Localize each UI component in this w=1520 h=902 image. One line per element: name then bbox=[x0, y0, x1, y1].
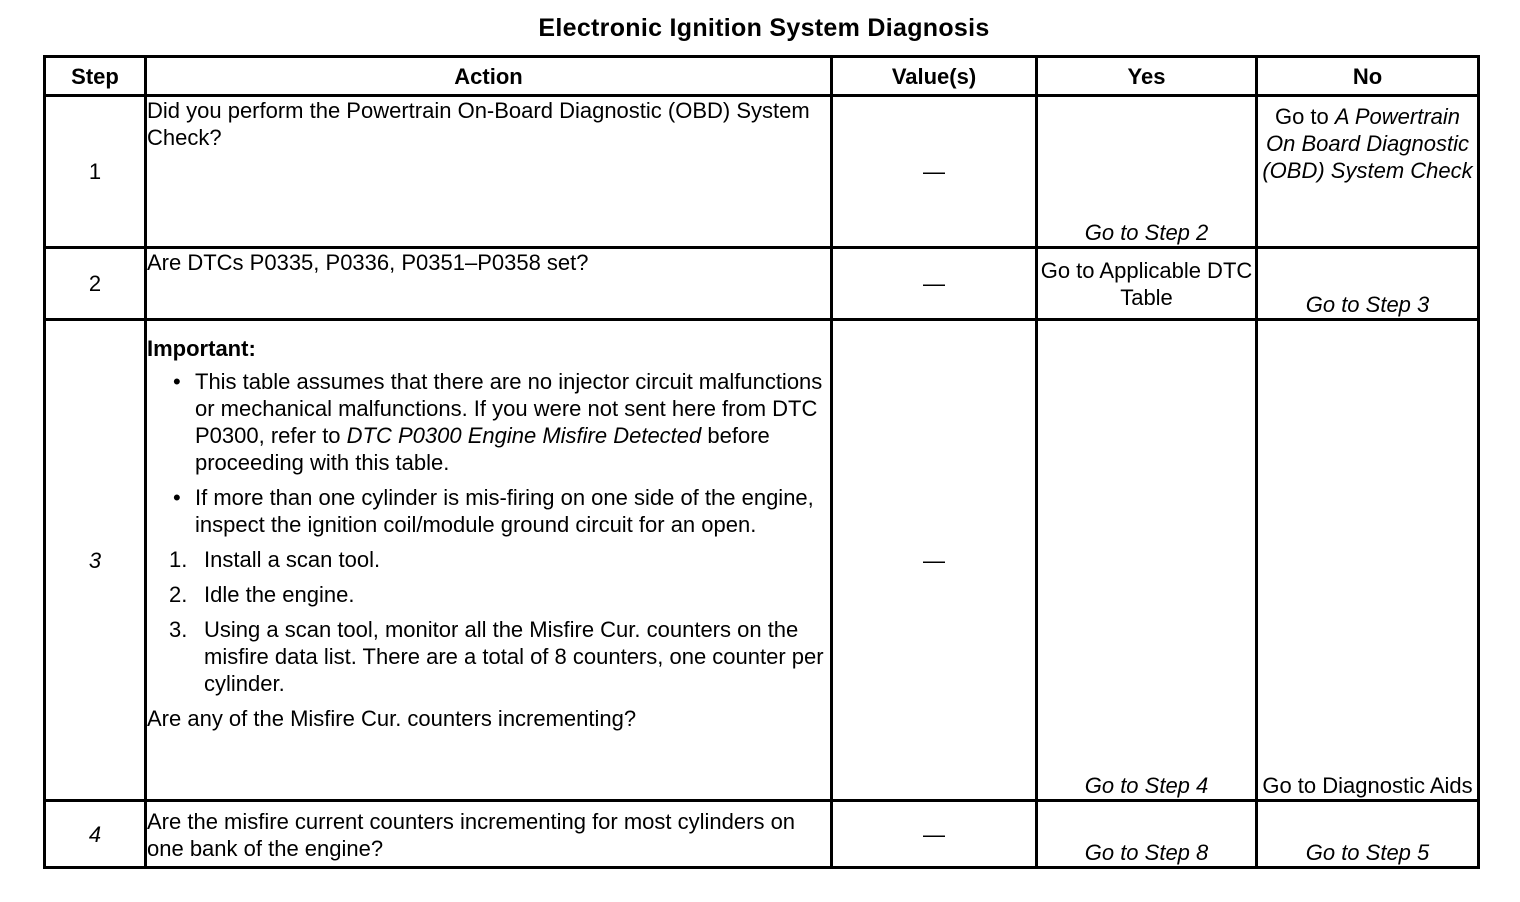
bullet-icon: • bbox=[173, 369, 181, 394]
table-header-row bbox=[45, 57, 1479, 96]
no-reference: A Powertrain On Board Diagnostic (OBD) System Check bbox=[1262, 104, 1473, 183]
procedure-steps bbox=[147, 546, 830, 697]
bullet-icon: • bbox=[173, 485, 181, 510]
list-item bbox=[147, 581, 830, 608]
procedure-text: Using a scan tool, monitor all the Misfire Cur. counters on the misfire data list. There are a total of 8 counters, one counter per cylinder. bbox=[204, 617, 824, 696]
header-step: Step bbox=[45, 57, 146, 96]
yes-cell: Go to Step 8 bbox=[1037, 801, 1257, 868]
action-text: Are the misfire current counters incrementing for most cylinders on one bank of the engine? bbox=[147, 809, 796, 861]
action-cell bbox=[146, 801, 832, 868]
action-cell bbox=[146, 320, 832, 801]
action-cell bbox=[146, 96, 832, 248]
step-number: 4 bbox=[45, 801, 146, 868]
step-number: 2 bbox=[45, 248, 146, 320]
header-yes: Yes bbox=[1037, 57, 1257, 96]
table-row bbox=[45, 801, 1479, 868]
question-text: Are any of the Misfire Cur. counters incrementing? bbox=[147, 706, 637, 731]
action-cell bbox=[146, 248, 832, 320]
no-prefix: Go to bbox=[1274, 104, 1335, 129]
step-number: 3 bbox=[45, 320, 146, 801]
no-cell: Go to Diagnostic Aids bbox=[1257, 320, 1479, 801]
value-cell: — bbox=[832, 96, 1037, 248]
header-no: No bbox=[1257, 57, 1479, 96]
list-item bbox=[147, 616, 830, 697]
yes-cell: Go to Step 4 bbox=[1037, 320, 1257, 801]
step-number: 1 bbox=[45, 96, 146, 248]
important-label: Important: bbox=[147, 336, 256, 361]
no-cell: Go to Step 5 bbox=[1257, 801, 1479, 868]
dtc-reference: DTC P0300 Engine Misfire Detected bbox=[346, 423, 702, 448]
action-text: Are DTCs P0335, P0336, P0351–P0358 set? bbox=[147, 250, 589, 275]
diagnosis-table bbox=[43, 55, 1480, 869]
header-action: Action bbox=[146, 57, 832, 96]
important-notes bbox=[147, 368, 830, 538]
value-cell: — bbox=[832, 248, 1037, 320]
procedure-text: Idle the engine. bbox=[204, 582, 355, 607]
table-row bbox=[45, 248, 1479, 320]
step-index: 2. bbox=[169, 582, 188, 607]
step-index: 1. bbox=[169, 547, 188, 572]
table-row bbox=[45, 96, 1479, 248]
yes-cell: Go to Step 2 bbox=[1037, 96, 1257, 248]
step-index: 3. bbox=[169, 617, 188, 642]
action-text: Did you perform the Powertrain On-Board Diagnostic (OBD) System Check? bbox=[147, 98, 810, 150]
note-text: before proceeding with this table. bbox=[195, 423, 770, 475]
no-cell bbox=[1257, 96, 1479, 248]
value-cell: — bbox=[832, 801, 1037, 868]
header-values: Value(s) bbox=[832, 57, 1037, 96]
no-cell: Go to Step 3 bbox=[1257, 248, 1479, 320]
yes-cell: Go to Applicable DTC Table bbox=[1037, 248, 1257, 320]
table-row bbox=[45, 320, 1479, 801]
procedure-text: Install a scan tool. bbox=[204, 547, 381, 572]
value-cell: — bbox=[832, 320, 1037, 801]
list-item bbox=[147, 546, 830, 573]
list-item bbox=[147, 368, 830, 476]
note-text: If more than one cylinder is mis-firing on one side of the engine, inspect the ignition coil/module ground circuit for an open. bbox=[195, 485, 814, 537]
note-text: This table assumes that there are no injector circuit malfunctions or mechanical malfunctions. If you were not sent here from DTC P0300, refer to bbox=[195, 369, 823, 448]
page-title: Electronic Ignition System Diagnosis bbox=[538, 14, 990, 42]
list-item bbox=[147, 484, 830, 538]
